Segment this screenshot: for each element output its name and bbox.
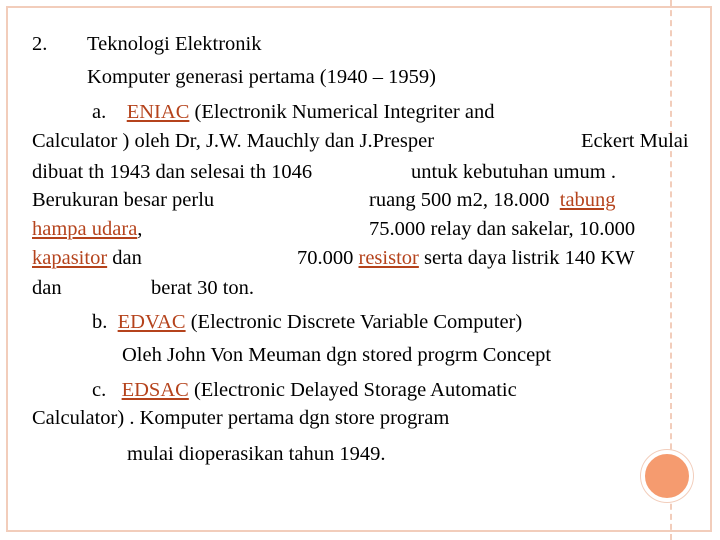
eniac-item bbox=[92, 100, 494, 124]
eniac-line-6b-text: 70.000 bbox=[297, 247, 354, 269]
eniac-line-7a: dan bbox=[32, 277, 62, 299]
eniac-line-4a: Berukuran besar perlu bbox=[32, 189, 215, 211]
eniac-line-6a bbox=[32, 246, 142, 270]
edvac-marker: b. bbox=[92, 311, 108, 333]
eniac-line-2b: Eckert Mulai bbox=[581, 130, 689, 152]
edsac-item bbox=[92, 378, 517, 402]
eniac-marker: a. bbox=[92, 101, 107, 123]
eniac-line-4b-text: ruang 500 m2, 18.000 bbox=[369, 189, 550, 211]
eniac-line-3a: dibuat th 1943 dan selesai th 1046 bbox=[32, 161, 313, 183]
kapasitor-link[interactable]: kapasitor bbox=[32, 247, 108, 269]
list-number: 2. bbox=[32, 33, 48, 55]
edsac-title: (Electronic Delayed Storage Automatic bbox=[193, 379, 517, 401]
eniac-line-4b bbox=[369, 188, 616, 212]
edsac-link[interactable]: EDSAC bbox=[121, 379, 189, 401]
eniac-line-5a bbox=[32, 217, 142, 241]
tabung-link[interactable]: tabung bbox=[559, 189, 616, 211]
eniac-line-5-comma: , bbox=[137, 218, 143, 240]
heading: Teknologi Elektronik bbox=[87, 33, 262, 55]
edsac-line-3: mulai dioperasikan tahun 1949. bbox=[127, 443, 386, 465]
eniac-line-5b: 75.000 relay dan sakelar, 10.000 bbox=[369, 218, 636, 240]
eniac-line-6-dan: dan bbox=[112, 247, 142, 269]
eniac-line-6c-text: serta daya listrik 140 KW bbox=[423, 247, 635, 269]
eniac-line-2a: Calculator ) oleh Dr, J.W. Mauchly dan J.Presper bbox=[32, 130, 435, 152]
edvac-line-2: Oleh John Von Meuman dgn stored progrm Concept bbox=[122, 344, 552, 366]
eniac-title: (Electronik Numerical Integriter and bbox=[194, 101, 495, 123]
eniac-link[interactable]: ENIAC bbox=[126, 101, 190, 123]
decorative-circle bbox=[641, 450, 693, 502]
edsac-line-2: Calculator) . Komputer pertama dgn store program bbox=[32, 407, 450, 429]
edvac-link[interactable]: EDVAC bbox=[117, 311, 186, 333]
eniac-line-6b bbox=[297, 246, 635, 270]
subheading: Komputer generasi pertama (1940 – 1959) bbox=[87, 66, 436, 88]
edvac-title: (Electronic Discrete Variable Computer) bbox=[190, 311, 523, 333]
resistor-link[interactable]: resistor bbox=[358, 247, 419, 269]
eniac-line-3b: untuk kebutuhan umum . bbox=[411, 161, 616, 183]
edsac-marker: c. bbox=[92, 379, 107, 401]
edvac-item bbox=[92, 310, 522, 334]
eniac-line-7b: berat 30 ton. bbox=[151, 277, 255, 299]
hampa-udara-link[interactable]: hampa udara bbox=[32, 218, 138, 240]
